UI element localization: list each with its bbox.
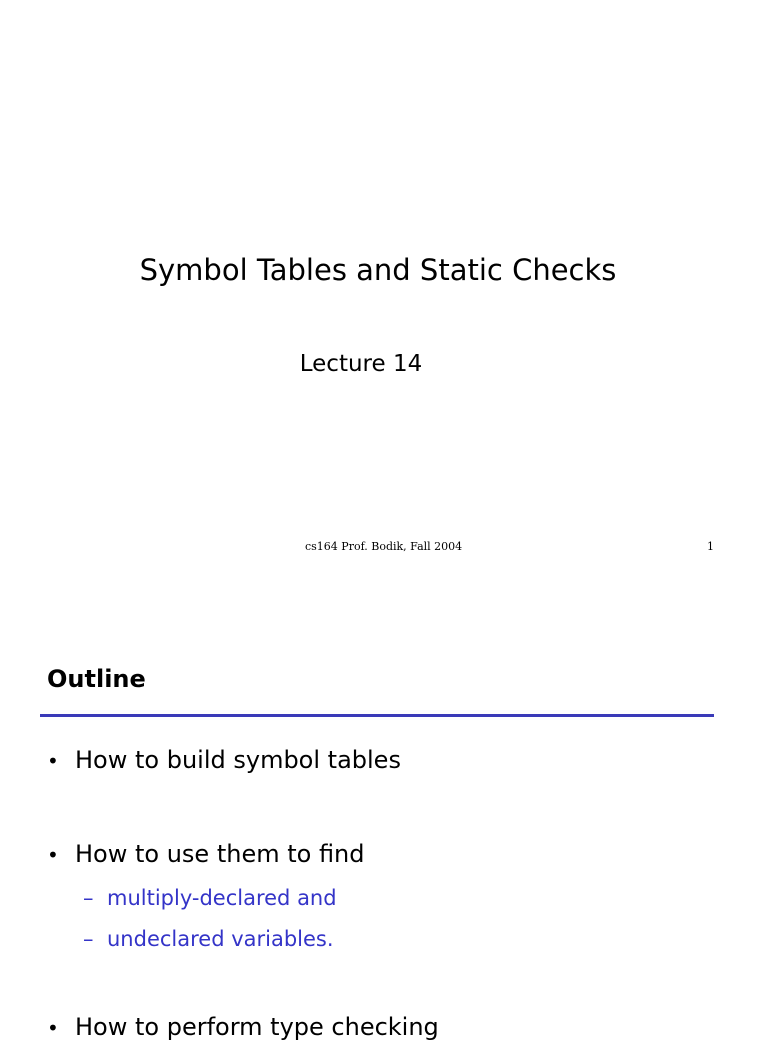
slide-footer: cs164 Prof. Bodik, Fall 2004: [305, 540, 463, 553]
sub-bullet-text: multiply-declared and: [107, 886, 337, 910]
sub-bullet-text: undeclared variables.: [107, 927, 334, 951]
lecture-number: Lecture 14: [299, 351, 423, 377]
bullet-icon: •: [47, 843, 59, 867]
page-number: 1: [707, 540, 714, 553]
sub-bullet-item: [83, 924, 334, 954]
outline-title: Outline: [47, 665, 146, 693]
bullet-icon: •: [47, 749, 59, 773]
bullet-icon: •: [47, 1016, 59, 1040]
bullet-item: [47, 1010, 439, 1045]
dash-icon: –: [83, 927, 94, 951]
bullet-item: [47, 743, 401, 778]
title-divider: [40, 714, 714, 717]
bullet-text: How to use them to find: [75, 840, 365, 868]
dash-icon: –: [83, 886, 94, 910]
bullet-item: [47, 837, 365, 872]
slide-outline: [0, 600, 768, 1041]
bullet-text: How to build symbol tables: [75, 746, 401, 774]
bullet-text: How to perform type checking: [75, 1013, 439, 1041]
sub-bullet-item: [83, 883, 337, 913]
slide-title: Symbol Tables and Static Checks: [139, 253, 617, 287]
